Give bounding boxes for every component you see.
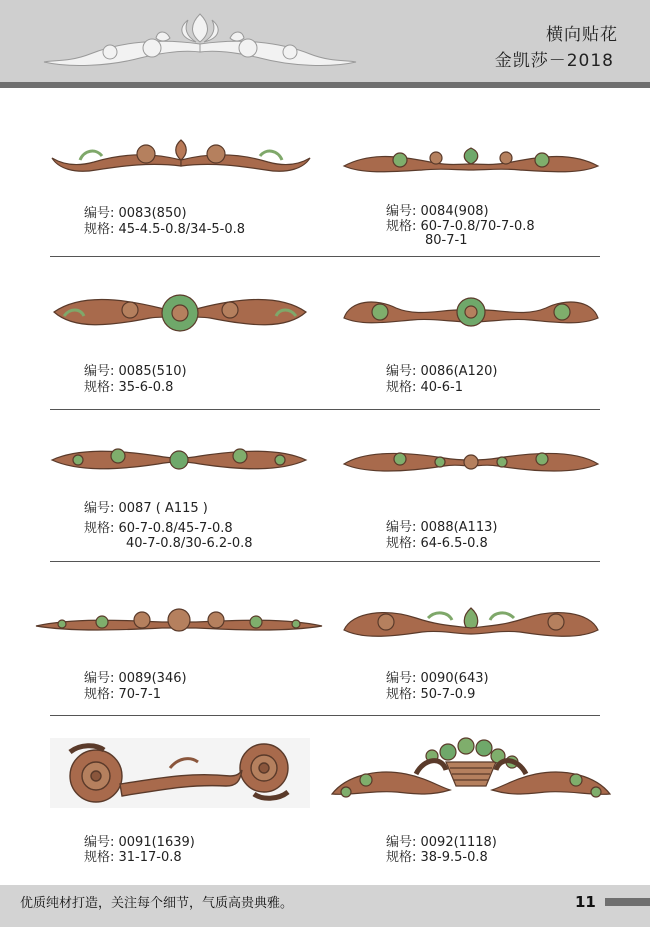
rose-applique-0089-icon [32, 604, 326, 640]
rosette-panel-0091-icon [50, 738, 310, 808]
acanthus-applique-0090-icon [340, 604, 602, 644]
item-spec-0084-extra: 80-7-1 [425, 233, 468, 248]
row-divider [50, 561, 600, 562]
item-code-0090: 编号: 0090(643) [386, 671, 489, 686]
item-code-0086: 编号: 0086(A120) [386, 364, 498, 379]
leaf-applique-0087-icon [48, 442, 310, 478]
item-spec-0090: 规格: 50-7-0.9 [386, 687, 476, 702]
basket-applique-0092-icon [326, 734, 616, 810]
row-divider [50, 715, 600, 716]
item-code-0085: 编号: 0085(510) [84, 364, 187, 379]
flower-applique-0085-icon [50, 290, 310, 336]
item-spec-0091: 规格: 31-17-0.8 [84, 850, 182, 865]
item-spec-0086: 规格: 40-6-1 [386, 380, 463, 395]
item-code-0092: 编号: 0092(1118) [386, 835, 497, 850]
item-spec-0083: 规格: 45-4.5-0.8/34-5-0.8 [84, 222, 246, 237]
item-spec-0092: 规格: 38-9.5-0.8 [386, 850, 488, 865]
item-code-0087: 编号: 0087 ( A115 ) [84, 501, 208, 516]
scroll-applique-0083-icon [50, 134, 312, 180]
item-spec-0088: 规格: 64-6.5-0.8 [386, 536, 488, 551]
footer-bar [605, 898, 650, 906]
item-code-0091: 编号: 0091(1639) [84, 835, 195, 850]
item-spec-0089: 规格: 70-7-1 [84, 687, 161, 702]
item-spec-0085: 规格: 35-6-0.8 [84, 380, 174, 395]
item-code-0083: 编号: 0083(850) [84, 206, 187, 221]
leaf-applique-0088-icon [340, 446, 602, 478]
catalog-title: 横向贴花 [546, 25, 618, 45]
item-code-0088: 编号: 0088(A113) [386, 520, 498, 535]
header-rule [0, 82, 650, 88]
row-divider [50, 256, 600, 257]
scroll-applique-0084-icon [340, 142, 602, 178]
page-number: 11 [575, 893, 596, 911]
flower-applique-0086-icon [340, 292, 602, 332]
row-divider [50, 409, 600, 410]
brand-subtitle: 金凯莎－2018 [494, 51, 614, 71]
footer-slogan: 优质纯材打造，关注每个细节，气质高贵典雅。 [20, 896, 294, 911]
item-spec-0087-extra: 40-7-0.8/30-6.2-0.8 [126, 536, 253, 551]
item-code-0084: 编号: 0084(908) [386, 204, 489, 219]
silver-scroll-ornament-icon [40, 8, 360, 74]
item-spec-0087: 规格: 60-7-0.8/45-7-0.8 [84, 521, 233, 536]
item-code-0089: 编号: 0089(346) [84, 671, 187, 686]
item-spec-0084: 规格: 60-7-0.8/70-7-0.8 [386, 219, 535, 234]
page-header [0, 0, 650, 82]
